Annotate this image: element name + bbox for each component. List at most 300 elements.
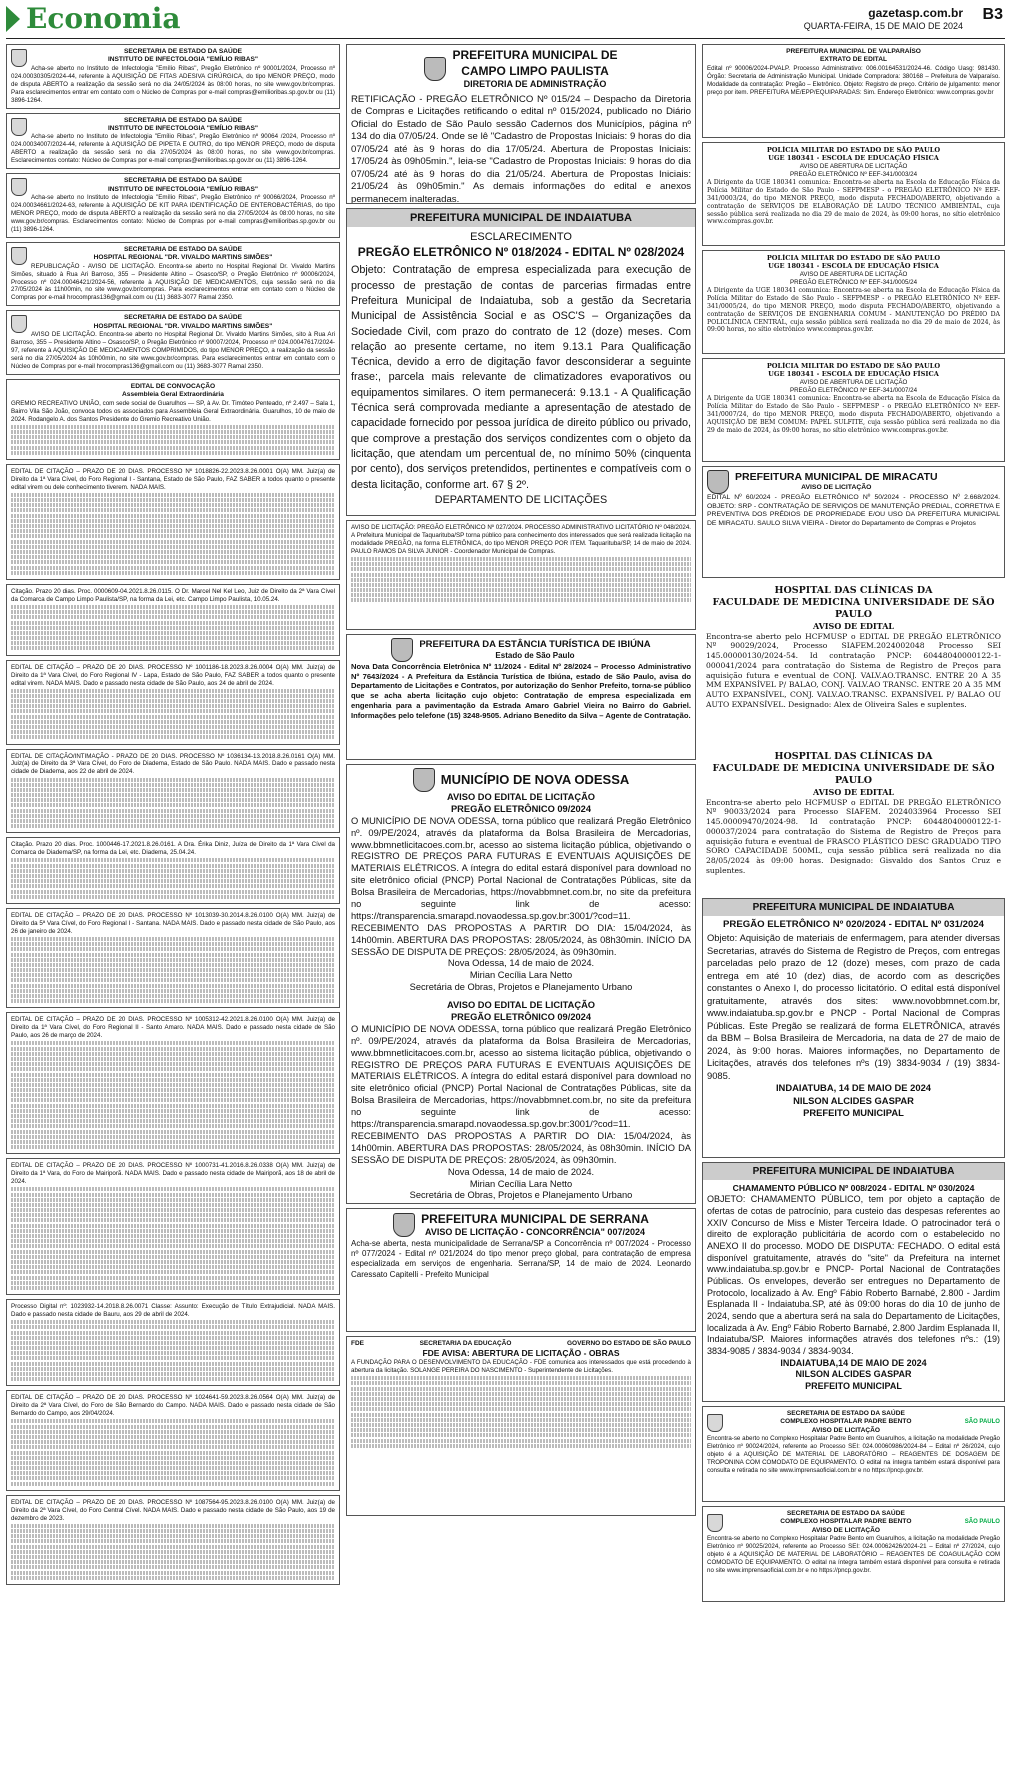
text-line bbox=[11, 1244, 335, 1248]
notice-text: Acha-se aberto no Instituto de Infectologia "Emílio Ribas", Pregão Eletrônico nº 90064 /2024, Processo nº 024.00034007/2024-44, referente à AQUISIÇÃO DE PIPETA E OUTRO, do tipo MENOR PREÇO, modo de disputa ABERTO a realização da sessão será no dia 27/05/2024 às 08:00 horas, no site www.gov.br/compras. Esclarecimentos contato: Núcleo de Compras por e-mail compras@emilioribas.sp.gov.br ou (11) 3896-1264. bbox=[11, 133, 335, 165]
notice-title: PREFEITURA MUNICIPAL DE MIRACATU bbox=[735, 470, 938, 483]
text-line bbox=[11, 1539, 335, 1543]
crest-icon bbox=[11, 49, 27, 67]
text-line bbox=[11, 1336, 335, 1340]
text-line bbox=[11, 626, 335, 630]
text-line bbox=[11, 1545, 335, 1549]
text-line bbox=[11, 1451, 335, 1455]
text-line bbox=[11, 1341, 335, 1345]
notice-title: PREFEITURA DA ESTÂNCIA TURÍSTICA DE IBIÚNA bbox=[419, 638, 651, 650]
text-line bbox=[11, 508, 335, 512]
text-line bbox=[351, 1444, 691, 1448]
text-line bbox=[351, 573, 691, 577]
text-line bbox=[11, 430, 335, 434]
text-line bbox=[11, 1062, 335, 1066]
text-line bbox=[351, 1439, 691, 1443]
notice-date: Nova Odessa, 14 de maio de 2024. bbox=[447, 958, 595, 969]
text-line bbox=[11, 973, 335, 977]
text-line bbox=[11, 869, 335, 873]
text-line bbox=[11, 1456, 335, 1460]
text-line bbox=[351, 1413, 691, 1417]
notice-hc-2 bbox=[702, 748, 1005, 894]
text-line bbox=[11, 704, 335, 708]
text-line bbox=[11, 1124, 335, 1128]
column-middle bbox=[346, 44, 696, 1520]
text-line bbox=[11, 1471, 335, 1475]
notice-text: GREMIO RECREATIVO UNIÃO, com sede social de Guarulhos — SP, à Av. Dr. Timóteo Penteado, nº 2.497 – Sala 1, Bairro Vila São João, convoca todos os associados para Assembleia Geral Extraordinária. Guarulhos, 10 de maio de 2024. Rodangelo A. dos Santos Presidente do Gremio Recreativo União. bbox=[11, 399, 335, 423]
fde-dept: SECRETARIA DA EDUCAÇÃO bbox=[419, 1340, 512, 1347]
notice-subtitle: PREGÃO ELETRÔNICO Nº 020/2024 - EDITAL Nº 031/2024 bbox=[723, 919, 984, 931]
crest-icon bbox=[393, 1213, 415, 1237]
text-line bbox=[11, 858, 335, 862]
notice-nova-odessa bbox=[346, 764, 696, 1204]
notice-dept: DIRETORIA DE ADMINISTRAÇÃO bbox=[463, 79, 607, 90]
signature-name: NILSON ALCIDES GASPAR bbox=[793, 1094, 914, 1106]
notice-left-6 bbox=[6, 464, 340, 580]
text-line bbox=[11, 1425, 335, 1429]
text-line bbox=[11, 534, 335, 538]
text-line bbox=[11, 978, 335, 982]
text-line bbox=[11, 783, 335, 787]
crest-icon bbox=[707, 470, 729, 494]
notice-subtitle: PREGÃO ELETRÔNICO Nº EEF-341/0005/24 bbox=[789, 278, 918, 286]
text-line bbox=[11, 440, 335, 444]
text-line bbox=[11, 884, 335, 888]
notice-left-16 bbox=[6, 1495, 340, 1585]
text-line bbox=[351, 1402, 691, 1406]
text-line bbox=[11, 1529, 335, 1533]
notice-title: UGE 180341 - ESCOLA DE EDUCAÇÃO FÍSICA bbox=[768, 370, 939, 379]
notice-subtitle: AVISO DE LICITAÇÃO bbox=[811, 1426, 880, 1434]
text-line bbox=[11, 1187, 335, 1191]
crest-icon bbox=[11, 118, 27, 136]
text-line bbox=[11, 451, 335, 455]
notice-text: EDITAL DE CITAÇÃO – PRAZO DE 20 DIAS. PROCESSO Nº 1024641-59.2023.8.26.0564 O(A) MM. Juiz(a) de Direito da 2ª Vara Cível, do Foro de São Bernardo do Campo. NADA MAIS. Dado e passado nesta cidade de São Bernardo do Campo, aos 29/04/2024. bbox=[11, 1394, 335, 1418]
text-line bbox=[11, 1104, 335, 1108]
notice-title: PREFEITURA MUNICIPAL DE INDAIATUBA bbox=[703, 1163, 1004, 1180]
text-line bbox=[11, 1367, 335, 1371]
text-line bbox=[11, 1109, 335, 1113]
text-line bbox=[11, 1073, 335, 1077]
text-line bbox=[351, 562, 691, 566]
notice-subtitle: AVISO DE LICITAÇÃO - CONCORRÊNCIA" 007/2024 bbox=[425, 1227, 645, 1238]
text-line bbox=[11, 715, 335, 719]
notice-title: POLÍCIA MILITAR DO ESTADO DE SÃO PAULO bbox=[766, 254, 941, 262]
signature-name: NILSON ALCIDES GASPAR bbox=[795, 1369, 912, 1380]
notice-text: Objeto: Aquisição de materiais de enfermagem, para atender diversas Secretarias, através do Sistema de Registro de Preços, com entregas parceladas pelo prazo de 12 (doze) meses, com prazo de cada entrega em até 10 (dez) dias, de acordo com as descrições constantes o Anexo I, do processo licitatório. O edital está disponível gratuitamente, através dos sites: www.novobbmnet.com.br, www.indaiatuba.sp.gov.br e PNCP - Portal Nacional de Compras Públicas. Este Pregão se realizará de forma ELETRÔNICA, através da BBM – Bolsa Brasileira de Mercadoria, na data de 27 de maio de 2024, às 9:00 horas. Maiores informações, no Departamento de Licitações, através dos telefones nºs (19) 3834-9034 / (19) 3834-9085. bbox=[707, 932, 1000, 1081]
text-line bbox=[11, 1234, 335, 1238]
text-line bbox=[11, 545, 335, 549]
notice-taquarituba bbox=[346, 520, 696, 630]
notice-text: Processo Digital nº: 1023932-14.2018.8.26.0071 Classe: Assunto: Execução de Título Extrajudicial. NADA MAIS. Dado e passado nesta cidade de Bauru, aos 29 de abril de 2024. bbox=[11, 1303, 335, 1318]
notice-subtitle: AVISO DE ABERTURA DE LICITAÇÃO bbox=[799, 162, 908, 170]
text-line bbox=[11, 1193, 335, 1197]
text-line bbox=[11, 641, 335, 645]
text-line bbox=[351, 557, 691, 561]
notice-title: HOSPITAL DAS CLÍNICAS DA bbox=[774, 751, 933, 762]
notice-left-14 bbox=[6, 1299, 340, 1386]
notice-subtitle: PREGÃO ELETRÔNICO Nº EEF-341/0007/24 bbox=[789, 386, 918, 394]
notice-subtitle: AVISO DO EDITAL DE LICITAÇÃO bbox=[446, 792, 596, 802]
text-line bbox=[11, 519, 335, 523]
crest-icon bbox=[707, 1514, 723, 1532]
text-line bbox=[11, 529, 335, 533]
text-line bbox=[11, 942, 335, 946]
text-line bbox=[11, 646, 335, 650]
notice-title: HOSPITAL DAS CLÍNICAS DA bbox=[774, 585, 933, 596]
text-line bbox=[11, 947, 335, 951]
text-line bbox=[11, 1088, 335, 1092]
notice-subtitle: ESCLARECIMENTO bbox=[470, 231, 572, 244]
notice-subtitle: EXTRATO DE EDITAL bbox=[819, 56, 888, 64]
notice-fde bbox=[346, 1336, 696, 1516]
notice-left-4 bbox=[6, 310, 340, 375]
notice-subtitle: INSTITUTO DE INFECTOLOGIA "EMÍLIO RIBAS" bbox=[107, 56, 259, 64]
text-line bbox=[11, 1320, 335, 1324]
notice-indaiatuba-esclarecimento bbox=[346, 208, 696, 516]
notice-left-7 bbox=[6, 584, 340, 656]
text-line bbox=[11, 1430, 335, 1434]
text-line bbox=[11, 1224, 335, 1228]
notice-title: UGE 180341 - ESCOLA DE EDUCAÇÃO FÍSICA bbox=[768, 262, 939, 271]
notice-text: RETIFICAÇÃO - PREGÃO ELETRÔNICO Nº 015/24 – Despacho da Diretoria de Compras e Licitações retificando o edital nº 015/2024, publicado no Diário Oficial do Estado de São Paulo sessão Cadernos dos Municípios, página nº 134 do dia 07/05/24. Onde se lê "Cadastro de Propostas Iniciais: 9 horas do dia 07/05/24 até às 9 horas do dia 17/05/24. Abertura de Propostas Iniciais: 17/05/24 às 09h05min.", leia-se "Cadastro de Propostas Iniciais: 9 horas do dia 07/05/24 até às 9 horas do dia 21/05/24. Abertura de Propostas Iniciais: 21/05/24 às 09h05min." As demais informações do edital e anexos permanecem inalteradas. bbox=[351, 93, 691, 204]
text-line bbox=[11, 1198, 335, 1202]
text-line bbox=[11, 1445, 335, 1449]
signature-role: Secretária de Obras, Projetos e Planejamento Urbano bbox=[409, 982, 633, 993]
text-line bbox=[11, 550, 335, 554]
notice-left-2 bbox=[6, 173, 340, 238]
text-line bbox=[11, 1524, 335, 1528]
text-line bbox=[11, 1239, 335, 1243]
text-line bbox=[11, 1356, 335, 1360]
notice-subtitle: PREGÃO ELETRÔNICO Nº 018/2024 - EDITAL Nº 028/2024 bbox=[357, 244, 685, 259]
notice-text: A FUNDAÇÃO PARA O DESENVOLVIMENTO DA EDUCAÇÃO - FDE comunica aos interessados que está procedendo à abertura da licitação. SOLANGE PEREIRA DO NASCIMENTO - Superintendente de Licitações. bbox=[351, 1359, 691, 1375]
crest-icon bbox=[11, 315, 27, 333]
notice-valparaiso bbox=[702, 44, 1005, 138]
text-line bbox=[351, 1428, 691, 1432]
text-line bbox=[351, 583, 691, 587]
notice-title: FACULDADE DE MEDICINA UNIVERSIDADE DE SÃO PAULO bbox=[712, 763, 995, 787]
text-line bbox=[11, 824, 335, 828]
notice-padre-bento-2 bbox=[702, 1506, 1005, 1602]
text-line bbox=[11, 1229, 335, 1233]
notice-footer: DEPARTAMENTO DE LICITAÇÕES bbox=[434, 494, 608, 507]
text-line bbox=[11, 1281, 335, 1285]
text-line bbox=[11, 1372, 335, 1376]
notice-subtitle: AVISO DE ABERTURA DE LICITAÇÃO bbox=[799, 270, 908, 278]
text-line bbox=[11, 1250, 335, 1254]
text-line bbox=[11, 798, 335, 802]
notice-left-1 bbox=[6, 113, 340, 170]
text-line bbox=[11, 503, 335, 507]
text-line bbox=[11, 1265, 335, 1269]
text-line bbox=[351, 593, 691, 597]
notice-ibiuna bbox=[346, 634, 696, 760]
text-line bbox=[351, 1392, 691, 1396]
notice-subtitle: HOSPITAL REGIONAL "DR. VIVALDO MARTINS SIMÕES" bbox=[93, 254, 273, 262]
text-line bbox=[11, 605, 335, 609]
text-line bbox=[11, 788, 335, 792]
text-line bbox=[11, 1203, 335, 1207]
text-line bbox=[351, 1381, 691, 1385]
notice-text: Acha-se aberto no Instituto de Infectologia "Emílio Ribas", Pregão Eletrônico nº 90066/2024, Processo nº 024.00034661/2024-63, referente à AQUISIÇÃO DE KIT PARA IDENTIFICAÇÃO DE ENTEROBACTÉRIAS, do tipo MENOR PREÇO, modo de disputa ABERTO a realização da sessão será no dia 27/05/2024 às 08:00 horas, no site www.gov.br/compras. Esclarecimentos contato: Núcleo de Compras por e-mail compras@emilioribas.sp.gov.br ou (11) 3896-1264. bbox=[11, 194, 335, 233]
notice-date: Nova Odessa, 14 de maio de 2024. bbox=[447, 1166, 595, 1177]
text-line bbox=[11, 720, 335, 724]
notice-text: Encontra-se aberto pelo HCFMUSP o EDITAL DE PREGÃO ELETRÔNICO Nº 90033/2024 para Processo SIAFEM. 2024033964 Processo SEI 145.00009470/2024-98. Id contratação PNCP: 60448040000122-1-000037/2024 para contratação do Sistema de Registro de Preços para aquisição futura e eventual de FRASCO PLÁSTICO DESC GRADUADO TIPO SORO CAPACIDADE 500ML, cuja sessão pública será realizada no dia 28/05/2024 às 09:00 horas. Designado: Gisvaldo dos Santos Cruz e suplentes. bbox=[706, 797, 1001, 875]
crest-icon bbox=[11, 178, 27, 196]
notice-indaiatuba-pregao bbox=[702, 898, 1005, 1158]
text-line bbox=[11, 1346, 335, 1350]
text-line bbox=[11, 735, 335, 739]
notice-date: INDAIATUBA, 14 DE MAIO DE 2024 bbox=[775, 1082, 932, 1094]
notice-title: SECRETARIA DE ESTADO DA SAÚDE bbox=[786, 1510, 905, 1517]
text-line bbox=[351, 588, 691, 592]
text-line bbox=[11, 1466, 335, 1470]
notice-padre-bento-1 bbox=[702, 1406, 1005, 1502]
notice-text: A Dirigente da UGE 180341 comunica: Encontra-se aberta na Escola de Educação Física da Polícia Militar do Estado de São Paulo - SEFPMESP - o PREGÃO ELETRÔNICO Nº EEF-341/0005/24, do tipo MENOR PREÇO, modo disputa FECHADO/ABERTO, objetivando a contratação de SERVIÇOS DE ENGENHARIA COMUM - MANUTENÇÃO DO PRÉDIO DA POLICLÍNICA CENTRAL, cuja sessão pública será realizada no dia 29 de maio de 2024, às 09:00 horas, no sítio eletrônico www.compras.gov.br. bbox=[707, 286, 1000, 334]
text-line bbox=[351, 1376, 691, 1380]
header-rule bbox=[6, 38, 1005, 39]
text-line bbox=[11, 610, 335, 614]
notice-left-13 bbox=[6, 1158, 340, 1295]
text-line bbox=[11, 699, 335, 703]
text-line bbox=[11, 1098, 335, 1102]
notice-left-8 bbox=[6, 660, 340, 745]
notice-indaiatuba-chamamento bbox=[702, 1162, 1005, 1402]
text-line bbox=[11, 1260, 335, 1264]
notice-pm-2 bbox=[702, 250, 1005, 354]
text-line bbox=[11, 1435, 335, 1439]
section-title: Economia bbox=[26, 2, 181, 35]
notice-serrana bbox=[346, 1208, 696, 1332]
notice-title: POLÍCIA MILITAR DO ESTADO DE SÃO PAULO bbox=[766, 362, 941, 370]
text-line bbox=[351, 1397, 691, 1401]
notice-title: MUNICÍPIO DE NOVA ODESSA bbox=[440, 771, 630, 787]
notice-subtitle: AVISO DE EDITAL bbox=[812, 787, 895, 798]
text-line bbox=[351, 1433, 691, 1437]
text-line bbox=[11, 631, 335, 635]
text-line bbox=[11, 524, 335, 528]
text-line bbox=[11, 953, 335, 957]
notice-text: EDITAL DE CITAÇÃO – PRAZO DE 20 DIAS. PROCESSO Nº 1001186-18.2023.8.26.0004 O(A) MM. Juiz(a) de Direito da 1ª Vara Cível, do Foro Regional IV - Lapa, Estado de São Paulo, FAZ SABER a todos quanto o presente edital virem. NADA MAIS. Dado e passado nesta cidade de São Paulo, aos 24 de abril de 2024. bbox=[11, 663, 335, 687]
text-line bbox=[11, 1047, 335, 1051]
text-line bbox=[11, 1119, 335, 1123]
text-line bbox=[11, 555, 335, 559]
crest-icon bbox=[11, 247, 27, 265]
notice-subtitle: PREGÃO ELETRÔNICO 09/2024 bbox=[450, 803, 591, 814]
text-line bbox=[11, 814, 335, 818]
text-line bbox=[11, 1041, 335, 1045]
text-line bbox=[11, 725, 335, 729]
notice-text: EDITAL DE CITAÇÃO – PRAZO DE 20 DIAS. PROCESSO Nº 1087564-95.2023.8.26.0100 O(A) MM. Juiz(a) de Direito da 2ª Vara Cível, do Foro Central Cível. NADA MAIS. Dado e passado nesta cidade de São Paulo, aos 19 de dezembro de 2023. bbox=[11, 1498, 335, 1522]
notice-title: FDE AVISA: ABERTURA DE LICITAÇÃO - OBRAS bbox=[422, 1348, 620, 1359]
notice-text: Acha-se aberto no Instituto de Infectologia "Emílio Ribas", Pregão Eletrônico nº 90001/2024, Processo nº 024.00030305/2024-44, referente à AQUISIÇÃO DE FITAS ADESIVA CIRÚRGICA, do tipo MENOR PREÇO, modo de disputa ABERTO a realização da sessão será no dia 24/05/2024 às 08:00 horas, no site www.gov.br/compras. Para esclarecimentos entrar em contato com o Núcleo de Compras por e-mail compras@emilioribas.sp.gov.br ou (11) 3896-1264. bbox=[11, 64, 335, 104]
notice-text: EDITAL DE CITAÇÃO – PRAZO DE 20 DIAS. PROCESSO Nº 1000731-41.2016.8.26.0338 O(A) MM. Juiz(a) de Direito da 1ª Vara, do Foro de Mairiporã. NADA MAIS. Dado e passado nesta cidade de Mairiporã, aos 18 de abril de 2024. bbox=[11, 1162, 335, 1186]
notice-text: Encontra-se aberto no Complexo Hospitalar Padre Bento em Guarulhos, a licitação na modalidade Pregão Eletrônico nº 90025/2024, referente ao Processo SEI: 024.00062426/2024-21 – Edital nº 27/2024, cujo objeto é a AQUISIÇÃO DE MATERIAL DE LABORATÓRIO – REAGENTES DE COAGULAÇÃO COM COMODATO DE EQUIPAMENTO. O edital na íntegra também estará disponível para consulta e retirada no site www.imprensaoficial.com.br e no https://pncp.gov.br. bbox=[707, 1535, 1000, 1575]
notice-text: A Dirigente da UGE 180341 comunica: Encontra-se aberta na Escola de Educação Física da Polícia Militar do Estado de São Paulo - SEFPMESP - o PREGÃO ELETRÔNICO Nº EEF-341/0003/24, do tipo MENOR PREÇO, modo disputa FECHADO/ABERTO, objetivando a contratação de SERVIÇOS DE ELABORAÇÃO DE LAUDO TÉCNICO AMBIENTAL, cuja sessão pública será realizada no dia 29 de maio de 2024, às 09:00 horas, no sítio eletrônico www.compras.gov.br. bbox=[707, 178, 1000, 226]
signature-role: PREFEITO MUNICIPAL bbox=[805, 1381, 902, 1392]
text-line bbox=[351, 567, 691, 571]
notice-title: PREFEITURA MUNICIPAL DE INDAIATUBA bbox=[703, 899, 1004, 916]
notice-text: Citação. Prazo 20 dias. Proc. 0000609-04.2021.8.26.0115. O Dr. Marcel Nel Kel Leo, Juiz de Direito da 2ª Vara Cível da Comarca de Campo Limpo Paulista/SP, na forma da Lei, etc. Campo Limpo Paulista, 10.05.24. bbox=[11, 587, 335, 603]
text-line bbox=[11, 1078, 335, 1082]
text-line bbox=[11, 615, 335, 619]
text-line bbox=[11, 1276, 335, 1280]
text-line bbox=[11, 864, 335, 868]
text-line bbox=[11, 1440, 335, 1444]
text-line bbox=[11, 425, 335, 429]
page-header bbox=[0, 0, 1011, 40]
notice-subtitle: PREGÃO ELETRÔNICO Nº EEF-341/0003/24 bbox=[789, 170, 918, 178]
fde-logo: FDE bbox=[351, 1340, 364, 1347]
notice-left-5 bbox=[6, 379, 340, 460]
text-line bbox=[11, 709, 335, 713]
text-line bbox=[11, 1067, 335, 1071]
text-line bbox=[11, 621, 335, 625]
text-line bbox=[11, 1145, 335, 1149]
text-line bbox=[11, 514, 335, 518]
text-line bbox=[11, 1286, 335, 1290]
text-line bbox=[11, 1331, 335, 1335]
notice-title: FACULDADE DE MEDICINA UNIVERSIDADE DE SÃO PAULO bbox=[712, 597, 995, 621]
text-line bbox=[11, 498, 335, 502]
text-line bbox=[11, 793, 335, 797]
text-line bbox=[11, 819, 335, 823]
text-line bbox=[11, 571, 335, 575]
notice-text: Nova Data Concorrência Eletrônica Nº 11/2024 - Edital Nº 28/2024 – Processo Administrativo Nº 7643/2024 - A Prefeitura da Estância Turística de Ibiúna, estado de São Paulo, avisa do Departamento de Licitações e Contratos, por autorização do Senhor Prefeito, torna-se público que se acha aberta licitação cujo objeto: Contratação de empresa especializada em engenharia para a pavimentação da Estrada Amaro Gabriel Vieira no Bairro do Gabriel. Informações pelo telefone (15) 3248-9505. Adriano Benedito da Silva – Agente de Contratação. bbox=[351, 662, 691, 720]
notice-text: EDITAL Nº 60/2024 - PREGÃO ELETRÔNICO Nº 50/2024 - PROCESSO Nº 2.668/2024. OBJETO: SRP - CONTRATAÇÃO DE SERVIÇOS DE MANUTENÇÃO PREDIAL, CORRETIVA E PREVENTIVA DOS PRÉDIOS DE PROPRIEDADE E/OU USO DA PREFEITURA MUNICIPAL DE MIRACATU. SAULO SILVA VIEIRA - Diretor do Departamento de Compras e Projetos bbox=[707, 494, 1000, 528]
notice-left-0 bbox=[6, 44, 340, 109]
notice-left-3 bbox=[6, 242, 340, 307]
notice-date: INDAIATUBA,14 DE MAIO DE 2024 bbox=[780, 1357, 927, 1368]
text-line bbox=[11, 1218, 335, 1222]
crest-icon bbox=[424, 57, 446, 81]
text-line bbox=[11, 1114, 335, 1118]
notice-title: CAMPO LIMPO PAULISTA bbox=[461, 63, 609, 78]
text-line bbox=[351, 578, 691, 582]
notice-title: PREFEITURA MUNICIPAL DE VALPARAÍSO bbox=[786, 48, 921, 55]
notice-text: Objeto: Contratação de empresa especializada para execução de processo de prestação de contas de parcerias firmadas entre Prefeitura Municipal de Indaiatuba, sob a gestão da Secretaria Municipal de Assistência Social e as OSC'S – Organizações da Sociedade Civil, com prazo do contrato de 12 (doze) meses. Com relação ao presente certame, no item 9.13.1 Para Qualificação Técnica, devido a erro de digitação favor desconsiderar a seguinte frase:, parcela mais relevante de climatizadores evaporativos ou equipamentos similares. O item permanecerá: 9.13.1 - A Qualificação Técnica será comprovada mediante a apresentação de atestado de capacidade fornecido por pessoa jurídica de direito público ou privado, que comprove a prestação dos serviços condizentes com o objeto da licitação, que atendam um percentual de, no mínimo 50% (cinquenta por cento), dos serviços pretendidos, pertinentes e compatíveis com o desta licitação, conforme art. 67 § 2º. bbox=[351, 264, 691, 491]
text-line bbox=[11, 446, 335, 450]
text-line bbox=[11, 1377, 335, 1381]
text-line bbox=[11, 895, 335, 899]
notice-left-15 bbox=[6, 1390, 340, 1490]
text-line bbox=[11, 1482, 335, 1486]
text-line bbox=[11, 963, 335, 967]
notice-text: EDITAL DE CITAÇÃO – PRAZO DE 20 DIAS. PROCESSO Nº 1018826-22.2023.8.26.0001 O(A) MM. Juiz(a) de Direito da 1ª Vara Cível, do Foro Regional I - Santana, Estado de São Paulo, FAZ SABER a todos quanto o presente edital virem ou dele conhecimento tiverem. NADA MAIS. bbox=[11, 467, 335, 491]
gov-logo: SÃO PAULO bbox=[964, 1418, 1000, 1425]
notice-text: O MUNICÍPIO DE NOVA ODESSA, torna público que realizará Pregão Eletrônico nº. 09/PE/2024, através da plataforma da Bolsa Brasileira de Mercadorias, www.bbmnetlicitacoes.com.br, acesso ao sistema licitação pública, objetivando o REGISTRO DE PREÇOS PARA FUTURAS E EVENTUAIS AQUISIÇÕES DE MATERIAIS ELÉTRICOS. A íntegra do edital estará disponível para download no site eletrônico oficial (PNCP) Portal Nacional de Contratações Públicas, site da Bolsa Brasileira de Mercadorias, https://novabbmnet.com.br, no site da prefeitura no seguinte link de acesso: https://transparencia.smarapd.novaodessa.sp.gov.br:3001/?cod=11. RECEBIMENTO DAS PROPOSTAS A PARTIR DO DIA: 15/04/2024, às 14h00min. ABERTURA DAS PROPOSTAS: 28/05/2024, às 08h30min. INÍCIO DA SESSÃO DE DISPUTA DE PREÇOS: 28/05/2024, às 09h30min. bbox=[351, 1023, 691, 1165]
notice-title: PREFEITURA MUNICIPAL DE bbox=[452, 48, 618, 62]
text-line bbox=[11, 1052, 335, 1056]
notice-title: SECRETARIA DE ESTADO DA SAÚDE bbox=[124, 116, 242, 124]
notice-left-12 bbox=[6, 1012, 340, 1154]
text-line bbox=[11, 1555, 335, 1559]
notice-pm-3 bbox=[702, 358, 1005, 462]
text-line bbox=[11, 890, 335, 894]
text-line bbox=[11, 636, 335, 640]
text-line bbox=[11, 540, 335, 544]
notice-subtitle: AVISO DE LICITAÇÃO bbox=[801, 484, 872, 492]
notice-title: COMPLEXO HOSPITALAR PADRE BENTO bbox=[780, 1518, 912, 1526]
text-line bbox=[11, 1255, 335, 1259]
notice-pm-1 bbox=[702, 142, 1005, 246]
notice-left-10 bbox=[6, 837, 340, 904]
notice-campo-limpo bbox=[346, 44, 696, 204]
notice-subtitle: AVISO DO EDITAL DE LICITAÇÃO bbox=[446, 1000, 596, 1011]
text-line bbox=[351, 1418, 691, 1422]
crest-icon bbox=[413, 768, 435, 792]
issue-date: QUARTA-FEIRA, 15 DE MAIO DE 2024 bbox=[803, 21, 963, 31]
notice-title: COMPLEXO HOSPITALAR PADRE BENTO bbox=[780, 1418, 912, 1426]
text-line bbox=[11, 1083, 335, 1087]
text-line bbox=[11, 803, 335, 807]
notice-text: O MUNICÍPIO DE NOVA ODESSA, torna público que realizará Pregão Eletrônico nº. 09/PE/2024, através da plataforma da Bolsa Brasileira de Mercadorias, www.bbmnetlicitacoes.com.br, acesso ao sistema licitação pública, objetivando o REGISTRO DE PREÇOS PARA FUTURAS E EVENTUAIS AQUISIÇÕES DE MATERIAIS ELÉTRICOS. A íntegra do edital estará disponível para download no site eletrônico oficial (PNCP) Portal Nacional de Contratações Públicas, site da Bolsa Brasileira de Mercadorias, https://novabbmnet.com.br, no site da prefeitura no seguinte link de acesso: https://transparencia.smarapd.novaodessa.sp.gov.br:3001/?cod=11. RECEBIMENTO DAS PROPOSTAS A PARTIR DO DIA: 15/04/2024, às 14h00min. ABERTURA DAS PROPOSTAS: 28/05/2024, às 08h30min. INÍCIO DA SESSÃO DE DISPUTA DE PREÇOS: 28/05/2024, às 09h30min. bbox=[351, 815, 691, 957]
notice-left-11 bbox=[6, 908, 340, 1008]
gov-logo: SÃO PAULO bbox=[964, 1518, 1000, 1525]
text-line bbox=[11, 694, 335, 698]
page-number: B3 bbox=[982, 6, 1003, 23]
crest-icon bbox=[391, 638, 413, 662]
notice-text: Edital nº 90006/2024-PVALP. Processo Administrativo: 006.00164531/2024-46. Código Uasg: 981430. Órgão: Secretaria de Administração Municipal. Unidade Compradora: 380168 – Prefeitura de Valparaíso. Modalidade da contratação: Pregão – Eletrônico. Objeto: Registro de preço. Critério de julgamento: menor preço por item. PREFEITURA ME/EPP/EQUIPARADAS: Sim. Endereço Eletrônico: www.compras.gov.br bbox=[707, 64, 1000, 96]
text-line bbox=[351, 1407, 691, 1411]
text-line bbox=[11, 1270, 335, 1274]
text-line bbox=[11, 1576, 335, 1580]
text-line bbox=[11, 560, 335, 564]
signature-name: Mirian Cecília Lara Netto bbox=[469, 1178, 573, 1189]
text-line bbox=[11, 989, 335, 993]
text-line bbox=[11, 730, 335, 734]
notice-title: PREFEITURA MUNICIPAL DE SERRANA bbox=[421, 1212, 649, 1226]
text-line bbox=[11, 778, 335, 782]
text-line bbox=[11, 994, 335, 998]
notice-hc-1 bbox=[702, 582, 1005, 744]
notice-subtitle: AVISO DE ABERTURA DE LICITAÇÃO bbox=[799, 378, 908, 386]
text-line bbox=[11, 1325, 335, 1329]
notice-miracatu bbox=[702, 466, 1005, 578]
notice-text: AVISO DE LICITAÇÃO: PREGÃO ELETRÔNICO Nº 027/2024. PROCESSO ADMINISTRATIVO LICITATÓRIO Nº 048/2024. A Prefeitura Municipal de Taquarituba/SP torna público para conhecimento dos interessados que será realizada licitação na modalidade PREGÃO, na forma ELETRÔNICA, do tipo MENOR PREÇO POR ITEM. Taquarituba/SP, 14 de maio de 2024. PAULO RAMOS DA SILVA JUNIOR - Coordenador Municipal de Compras. bbox=[351, 524, 691, 555]
chevron-icon bbox=[6, 6, 20, 32]
text-line bbox=[11, 493, 335, 497]
text-line bbox=[11, 1534, 335, 1538]
text-line bbox=[11, 958, 335, 962]
text-line bbox=[11, 566, 335, 570]
signature-name: Mirian Cecília Lara Netto bbox=[469, 970, 573, 981]
text-line bbox=[11, 1560, 335, 1564]
notice-title: SECRETARIA DE ESTADO DA SAÚDE bbox=[124, 177, 242, 185]
text-line bbox=[11, 1140, 335, 1144]
text-line bbox=[11, 968, 335, 972]
signature-role: Secretária de Obras, Projetos e Planejamento Urbano bbox=[409, 1190, 633, 1201]
signature-role: PREFEITO MUNICIPAL bbox=[803, 1107, 904, 1119]
column-left bbox=[6, 44, 340, 1589]
notice-title: PREFEITURA MUNICIPAL DE INDAIATUBA bbox=[347, 209, 695, 227]
fde-gov: GOVERNO DO ESTADO DE SÃO PAULO bbox=[566, 1340, 691, 1347]
text-line bbox=[351, 1387, 691, 1391]
text-line bbox=[11, 1208, 335, 1212]
notice-text: Citação. Prazo 20 dias. Proc. 1000446-17.2021.8.26.0161. A Dra. Érika Diniz, Juíza de Direito da 1ª Vara Cível da Comarca de Diadema/SP, na forma da Lei, etc. Diadema, 25.04.24. bbox=[11, 841, 335, 857]
text-line bbox=[11, 1565, 335, 1569]
site-name: gazetasp.com.br bbox=[868, 6, 963, 20]
notice-text: A Dirigente da UGE 180341 comunica: Encontra-se aberta na Escola de Educação Física da Polícia Militar do Estado de São Paulo - SEFPMESP - o PREGÃO ELETRÔNICO Nº EEF-341/0007/24, do tipo MENOR PREÇO, modo disputa FECHADO/ABERTO, objetivando a AQUISIÇÃO DE BEM COMUM: PAPEL SULFITE, cuja sessão pública será realizada no dia 29 de maio de 2024, às 09:00 horas, no sítio eletrônico www.compras.gov.br. bbox=[707, 394, 1000, 434]
notice-text: Acha-se aberta, nesta municipalidade de Serrana/SP a Concorrência nº 007/2024 - Processo nº 077/2024 - Edital nº 021/2024 do tipo menor preço global, para contratação de empresa especializada em serviços de engenharia. Serrana/SP, 14 de maio de 2024. Leonardo Caressato Capitelli - Prefeito Municipal bbox=[351, 1238, 691, 1279]
notice-title: SECRETARIA DE ESTADO DA SAÚDE bbox=[124, 314, 242, 322]
text-line bbox=[11, 1419, 335, 1423]
notice-text: EDITAL DE CITAÇÃO – PRAZO DE 20 DIAS. PROCESSO Nº 1013039-30.2014.8.26.0100 O(A) MM. Juiz(a) de Direito da 5ª Vara Cível, do Foro Regional I - Santana. NADA MAIS. Dado e passado nesta cidade de São Paulo, aos 26 de janeiro de 2024. bbox=[11, 911, 335, 935]
text-line bbox=[11, 1351, 335, 1355]
text-line bbox=[11, 809, 335, 813]
text-line bbox=[11, 1362, 335, 1366]
